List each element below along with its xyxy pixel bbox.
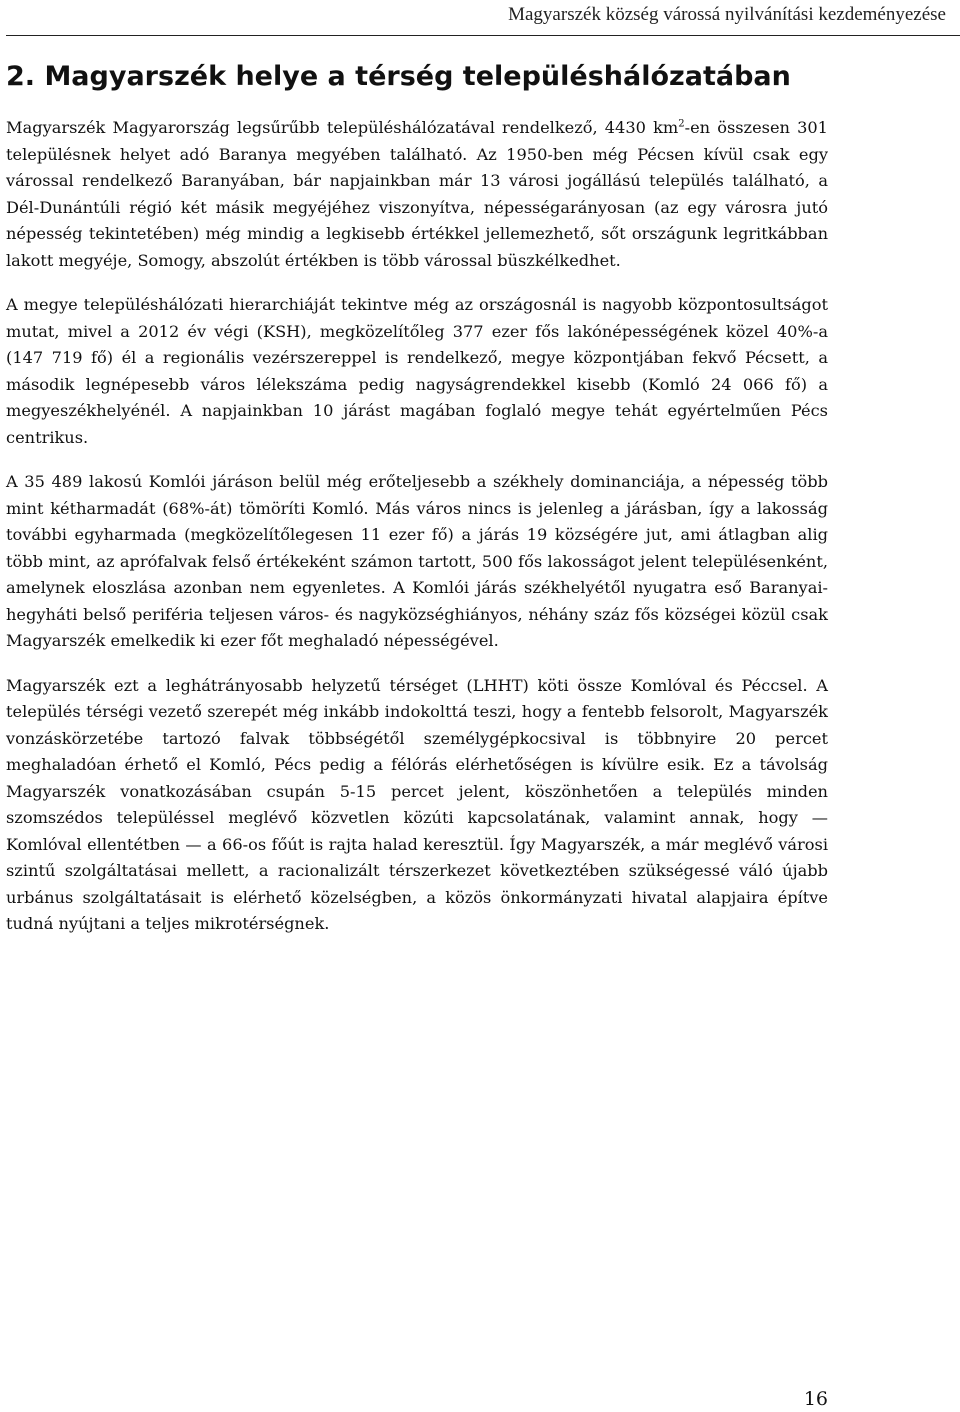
paragraph-4: Magyarszék ezt a leghátrányosabb helyzetű térséget (LHHT) köti össze Komlóval és Péccsel. A település térségi vezető szerepét még inkább indokolttá teszi, hogy a fentebb felsorolt, Magyarszék vonzáskörzetébe tartozó falvak többségétől személygépkocsival is többnyire 20 percet meghaladóan érhető el Komló, Pécs pedig a félórás elérhetőségen is kívülre esik. Ez a távolság Magyarszék vonatkozásában csupán 5-15 percet jelent, köszönhetően a település minden szomszédos településsel meglévő közvetlen közúti kapcsolatának, valamint annak, hogy — Komlóval ellentétben — a 66-os főút is rajta halad keresztül. Így Magyarszék, a már meglévő városi szintű szolgáltatásai mellett, a racionalizált térszerkezet következtében szükségessé váló újabb urbánus szolgáltatásait is elérhető közelségben, a közös önkormányzati hivatal alapjaira építve tudná nyújtani a teljes mikrotérségnek. [6,675,828,933]
header-divider [6,35,960,36]
superscript-exponent: 2 [678,118,685,130]
page-number: 16 [803,1388,828,1410]
section-heading: 2. Magyarszék helye a térség településhálózatában [6,61,791,92]
document-body [6,58,828,956]
running-header-title: Magyarszék község várossá nyilvánítási kezdeményezése [508,4,946,25]
paragraph-2: A megye településhálózati hierarchiáját tekintve még az országosnál is nagyobb központosultságot mutat, mivel a 2012 év végi (KSH), megközelítőleg 377 ezer fős lakónépességének közel 40%-a (147 719 fő) él a regionális vezérszereppel is rendelkező, megye központjában fekvő Pécsett, a második legnépesebb város lélekszáma pedig nagyságrendekkel kisebb (Komló 24 066 fő) a megyeszékhelyénél. A napjainkban 10 járást magában foglaló megye tehát egyértelműen Pécs centrikus. [6,295,828,447]
running-header [0,0,960,40]
paragraph-1-text-end: -en összesen 301 településnek helyet adó Baranya megyében található. Az 1950-ben még Pécsen kívül csak egy várossal rendelkező Baranyában, bár napjainkban már 13 városi jogállású település található, a Dél-Dunántúli régió két másik megyéjéhez viszonyítva, népességarányosan (az egy városra jutó népesség tekintetében) még mindig a legkisebb értékkel jellemezhető, sőt országunk legritkábban lakott megyéje, Somogy, abszolút értékben is több várossal büszkélkedhet. [6,118,828,270]
paragraph-3: A 35 489 lakosú Komlói járáson belül még erőteljesebb a székhely dominanciája, a népesség több mint kétharmadát (68%-át) tömöríti Komló. Más város nincs is jelenleg a járásban, így a lakosság további egyharmada (megközelítőlegesen 11 ezer fő) a járás 19 községére jut, ami átlagban alig több mint, az aprófalvak felső értékeként számon tartott, 500 fős lakosságot jelent településenként, amelynek eloszlása azonban nem egyenletes. A Komlói járás székhelyétől nyugatra eső Baranyai-hegyháti belső periféria teljesen város- és nagyközséghiányos, néhány száz fős községei közül csak Magyarszék emelkedik ki ezer főt meghaladó népességével. [6,472,828,650]
paragraph-1-text-start: Magyarszék Magyarország legsűrűbb településhálózatával rendelkező, 4430 km [6,118,679,137]
paragraph-1 [6,115,828,274]
